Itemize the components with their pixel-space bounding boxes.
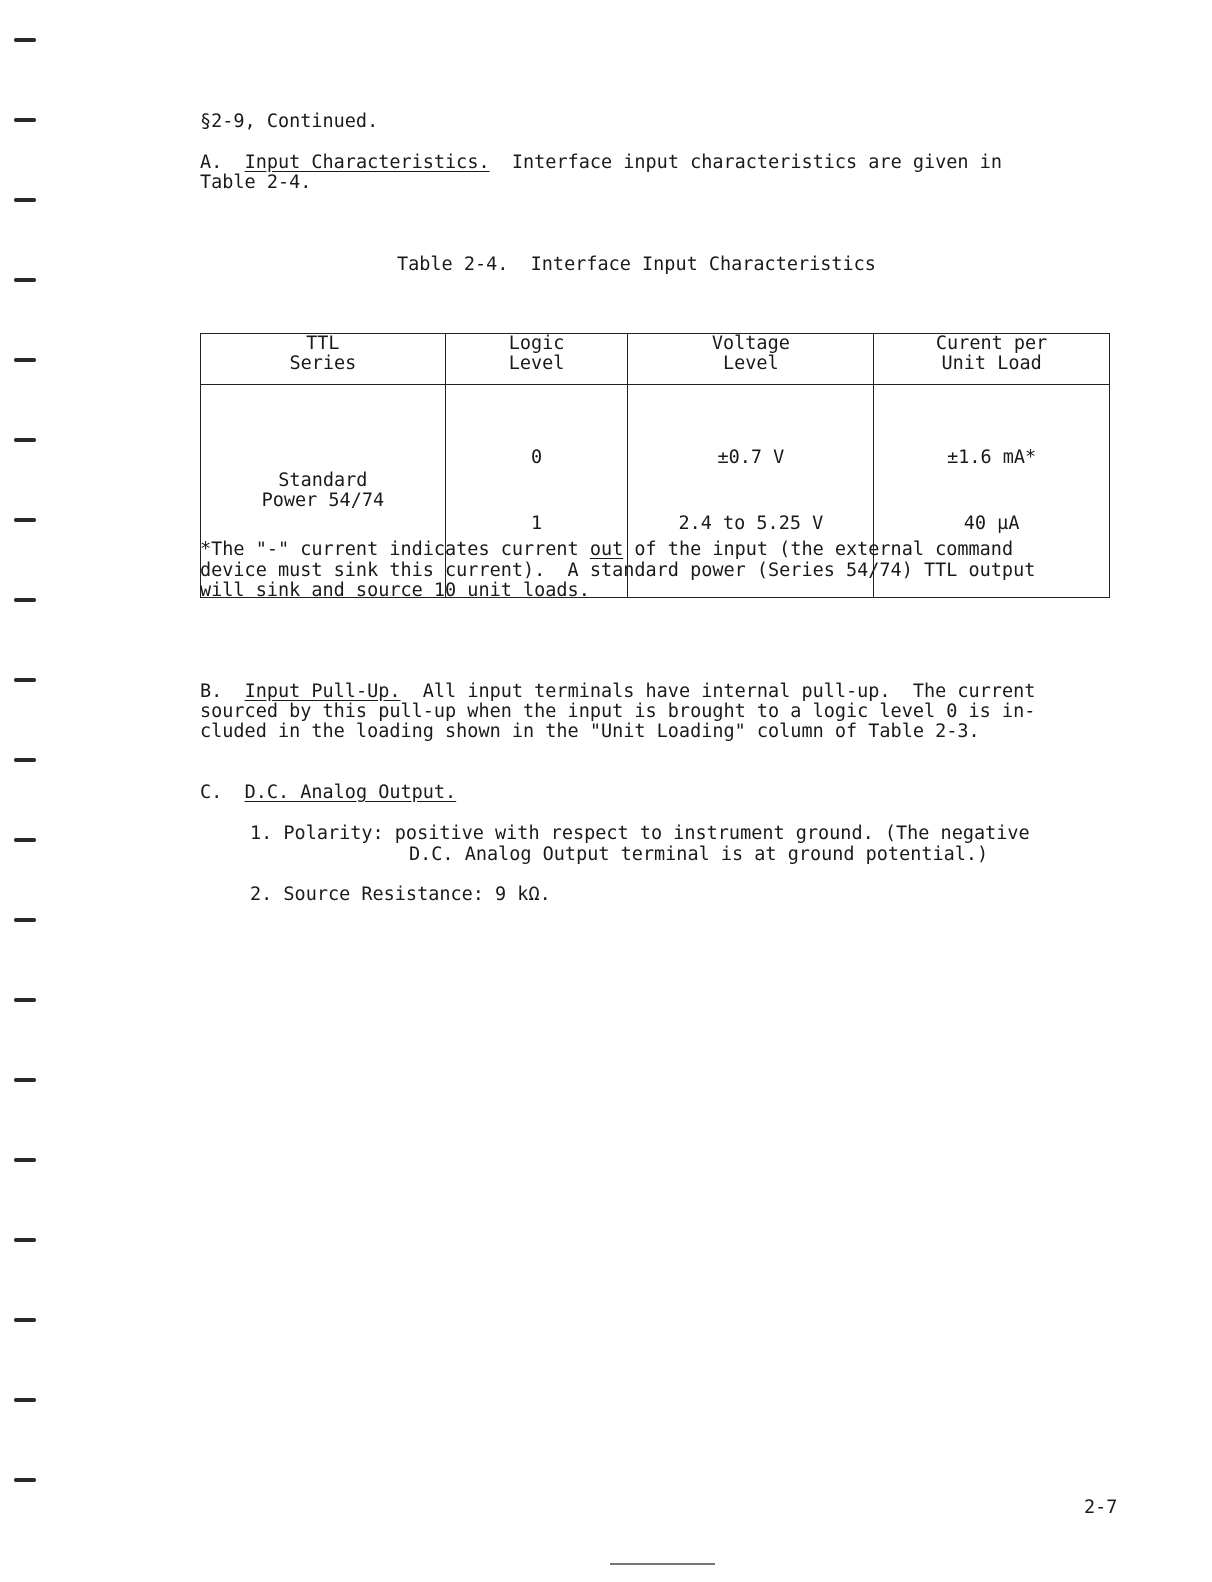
binder-hole-mark: [14, 1478, 36, 1482]
header-logic-level: Logic Level: [445, 334, 628, 385]
binder-hole-mark: [14, 838, 36, 842]
header-current-per-unit-load: Curent per Unit Load: [874, 334, 1110, 385]
cell-logic: 0 1: [445, 385, 628, 598]
section-a-line2: Table 2-4.: [200, 172, 312, 193]
binder-hole-mark: [14, 998, 36, 1002]
section-a-title: Input Characteristics.: [244, 152, 490, 173]
footnote-line1: *The "-" current indicates current out of the input (the external command: [200, 539, 1014, 560]
binder-hole-mark: [14, 918, 36, 922]
section-b-line3: cluded in the loading shown in the "Unit Loading" column of Table 2-3.: [200, 721, 980, 742]
table-caption: Table 2-4. Interface Input Characteristics: [397, 254, 876, 275]
section-c-item1-line1: 1. Polarity: positive with respect to instrument ground. (The negative: [250, 823, 1030, 844]
section-a-label: A.: [200, 152, 223, 173]
table-header-row: [201, 334, 1110, 385]
footnote-line3: will sink and source 10 unit loads.: [200, 580, 590, 601]
page-bottom-rule: [610, 1563, 715, 1565]
binder-hole-mark: [14, 358, 36, 362]
binder-hole-mark: [14, 278, 36, 282]
section-c-heading: [200, 783, 456, 803]
section-a-text: Interface input characteristics are given in: [511, 152, 1002, 173]
section-c-label: C.: [200, 782, 223, 803]
cell-voltage: ±0.7 V 2.4 to 5.25 V: [628, 385, 874, 598]
cell-current: ±1.6 mA* 40 µA: [874, 385, 1110, 598]
binder-hole-mark: [14, 1398, 36, 1402]
section-b-label: B.: [200, 681, 223, 702]
binder-hole-mark: [14, 678, 36, 682]
section-b-line2: sourced by this pull-up when the input is brought to a logic level 0 is in-: [200, 701, 1036, 722]
page-number: 2-7: [1084, 1497, 1118, 1518]
binder-hole-mark: [14, 518, 36, 522]
header-ttl-series: TTL Series: [201, 334, 446, 385]
section-c-item2: 2. Source Resistance: 9 kΩ.: [250, 884, 551, 905]
section-c-item1-line2: D.C. Analog Output terminal is at ground potential.): [409, 844, 989, 865]
footnote-line2: device must sink this current). A standard power (Series 54/74) TTL output: [200, 560, 1036, 581]
section-a-line1: [200, 153, 1002, 173]
header-voltage-level: Voltage Level: [628, 334, 874, 385]
binder-hole-mark: [14, 1318, 36, 1322]
binder-hole-mark: [14, 438, 36, 442]
section-b-line1: B. Input Pull-Up. All input terminals have internal pull-up. The current: [200, 681, 1036, 702]
binder-hole-mark: [14, 1238, 36, 1242]
binder-hole-mark: [14, 38, 36, 42]
binder-hole-mark: [14, 198, 36, 202]
binder-hole-mark: [14, 598, 36, 602]
binder-hole-mark: [14, 1158, 36, 1162]
section-heading: §2-9, Continued.: [200, 111, 379, 132]
cell-series: Standard Power 54/74: [201, 385, 446, 598]
binder-hole-mark: [14, 1078, 36, 1082]
section-b-title: Input Pull-Up.: [244, 681, 401, 702]
section-c-title: D.C. Analog Output.: [244, 782, 457, 803]
binder-hole-mark: [14, 758, 36, 762]
binder-hole-mark: [14, 118, 36, 122]
